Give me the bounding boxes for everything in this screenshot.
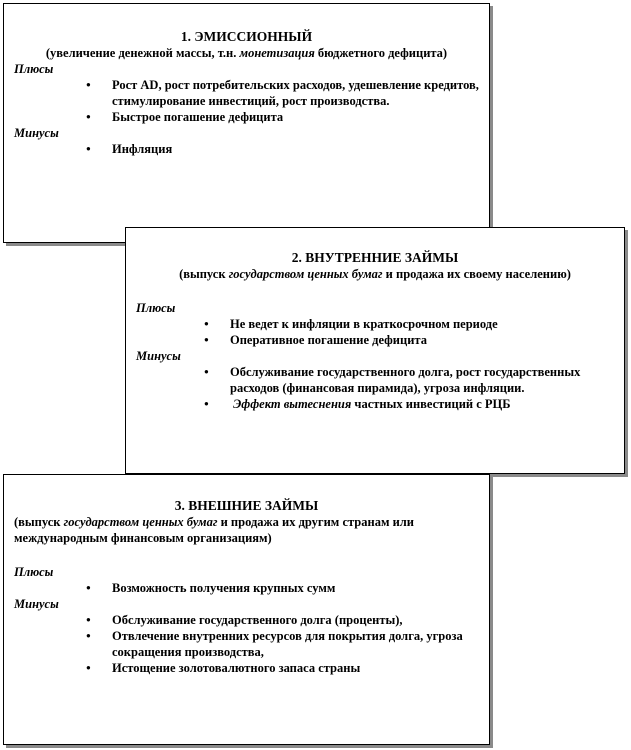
external-loans-cons-list	[4, 612, 489, 676]
external-loans-subtitle-emphasis: государством ценных бумаг	[63, 515, 218, 529]
list-item: ● Оперативное погашение дефицита	[230, 332, 614, 348]
external-loans-cons-label: Минусы	[14, 597, 59, 611]
emission-subtitle-emphasis: монетизация	[239, 46, 315, 60]
list-item: ● Не ведет к инфляции в краткосрочном периоде	[230, 316, 614, 332]
emission-cons-list	[4, 141, 489, 157]
external-loans-subtitle-text-end: и продажа их другим странам или международным финансовым организациям)	[14, 515, 414, 545]
emission-cons-label: Минусы	[14, 126, 59, 140]
external-loans-subtitle	[4, 514, 489, 546]
emission-subtitle-text-end: бюджетного дефицита)	[314, 46, 448, 60]
list-item: ● Рост AD, рост потребительских расходов, удешевление кредитов, стимулирование инвестиций, рост производства.	[112, 77, 479, 109]
internal-loans-subtitle	[132, 266, 618, 282]
external-loans-subtitle-text: (выпуск	[14, 515, 64, 529]
external-loans-title: 3. ВНЕШНИЕ ЗАЙМЫ	[174, 498, 319, 513]
list-item: ● Отвлечение внутренних ресурсов для покрытия долга, угроза сокращения производства,	[112, 628, 479, 660]
emission-subtitle-text: (увеличение денежной массы, т.н.	[45, 46, 240, 60]
list-item: ● Обслуживание государственного долга (проценты),	[112, 612, 479, 628]
emission-financing-box	[3, 3, 490, 243]
list-item	[230, 396, 614, 412]
list-item: ● Инфляция	[112, 141, 479, 157]
list-item: ● Истощение золотовалютного запаса страны	[112, 660, 479, 676]
emission-title: 1. ЭМИССИОННЫЙ	[180, 29, 313, 44]
external-loans-pros-list	[4, 580, 489, 596]
crowding-out-text: частных инвестиций с РЦБ	[351, 397, 511, 411]
internal-loans-subtitle-text-end: и продажа их своему населению)	[382, 267, 571, 281]
internal-loans-cons-list	[126, 364, 624, 412]
internal-loans-pros-list	[126, 316, 624, 348]
internal-loans-pros-label: Плюсы	[136, 301, 176, 315]
internal-loans-cons-label: Минусы	[136, 349, 181, 363]
internal-loans-box	[125, 227, 625, 474]
emission-pros-list	[4, 77, 489, 125]
emission-pros-label: Плюсы	[14, 62, 54, 76]
internal-loans-subtitle-text: (выпуск	[179, 267, 229, 281]
external-loans-box	[3, 474, 490, 745]
crowding-out-emphasis: Эффект вытеснения	[233, 397, 352, 411]
list-item: ● Обслуживание государственного долга, рост государственных расходов (финансовая пирамида), угроза инфляции.	[230, 364, 614, 396]
list-item: ● Возможность получения крупных сумм	[112, 580, 479, 596]
emission-subtitle	[34, 45, 459, 61]
internal-loans-subtitle-emphasis: государством ценных бумаг	[228, 267, 383, 281]
external-loans-pros-label: Плюсы	[14, 565, 54, 579]
list-item: ● Быстрое погашение дефицита	[112, 109, 479, 125]
internal-loans-title: 2. ВНУТРЕННИЕ ЗАЙМЫ	[291, 250, 459, 265]
